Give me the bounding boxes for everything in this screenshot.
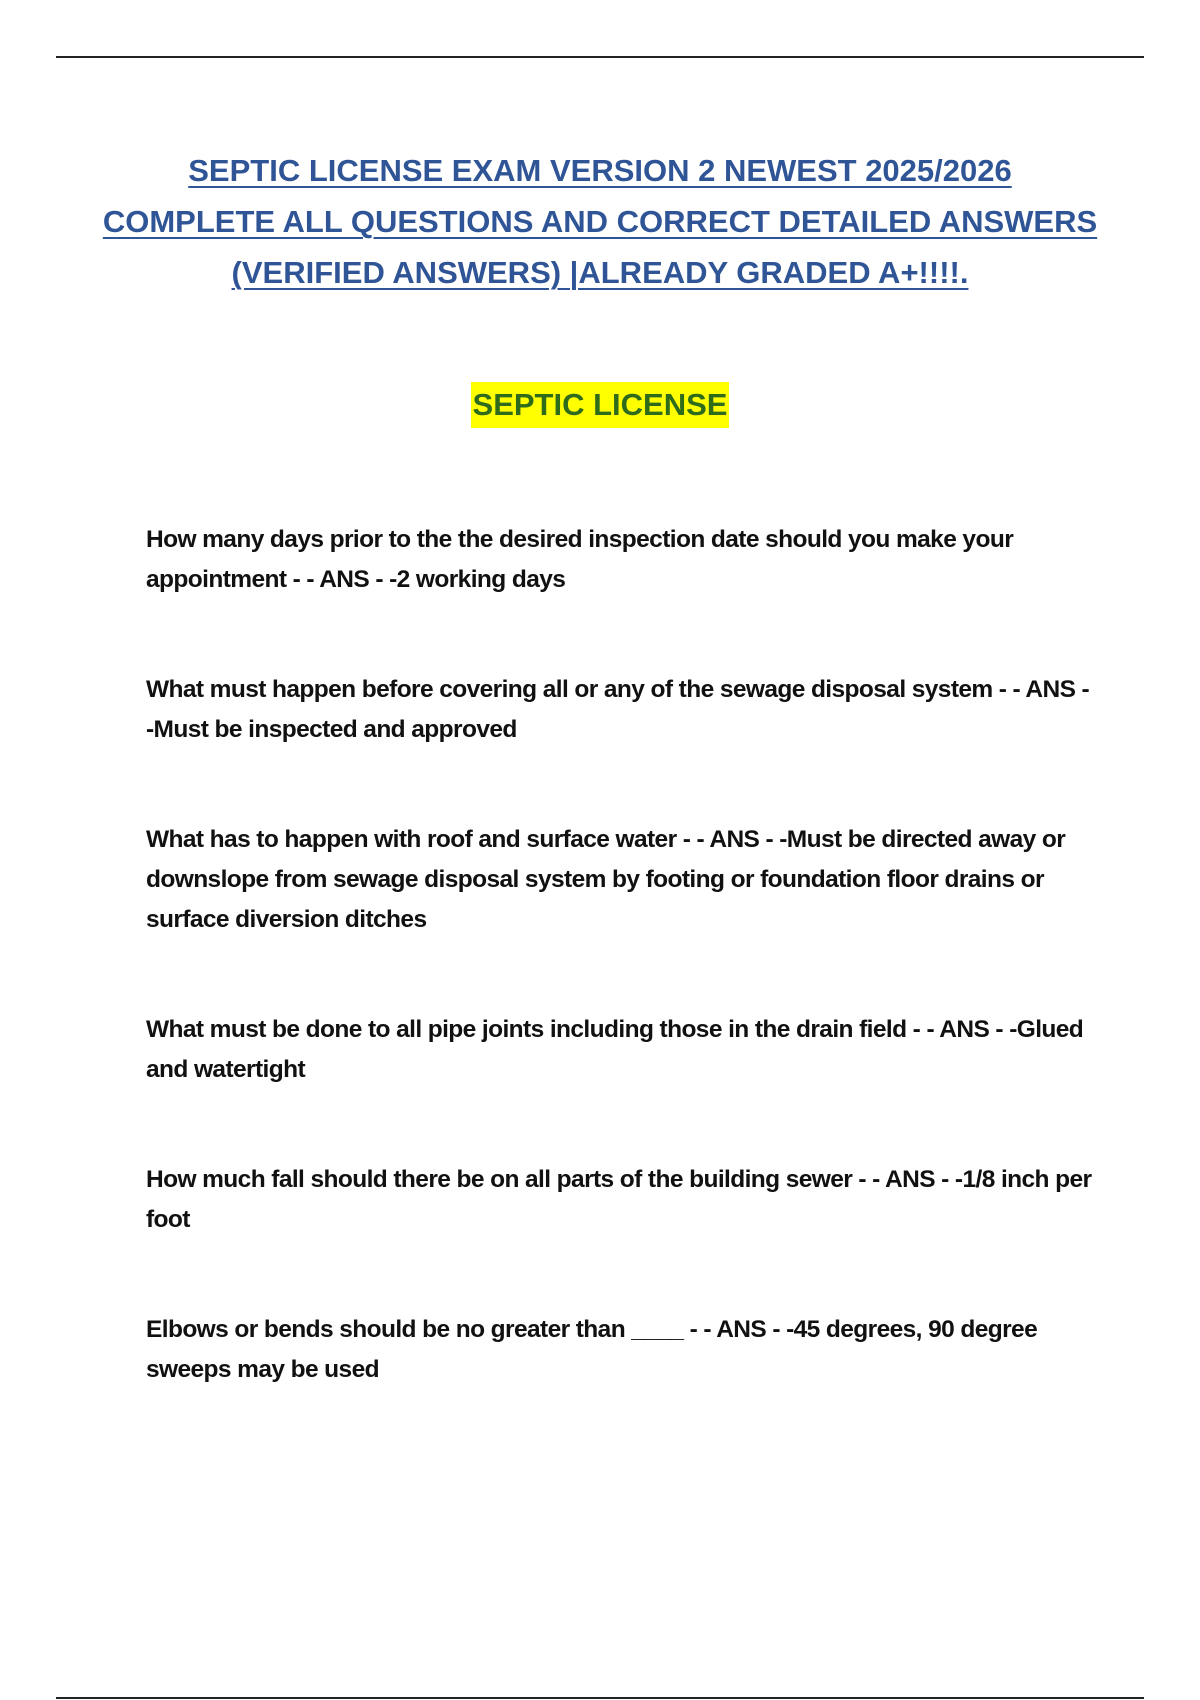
section-heading-text: SEPTIC LICENSE — [471, 382, 730, 428]
title-line-1 — [100, 145, 1100, 196]
qa-item-5: How much fall should there be on all parts of the building sewer - - ANS - -1/8 inch per foot — [146, 1166, 1092, 1233]
document-title — [100, 145, 1100, 298]
title-line-2-text: COMPLETE ALL QUESTIONS AND CORRECT DETAILED ANSWERS — [102, 204, 1098, 239]
title-line-1-text: SEPTIC LICENSE EXAM VERSION 2 NEWEST 2025/2026 — [188, 153, 1012, 188]
title-line-3 — [100, 247, 1100, 298]
title-line-2 — [100, 196, 1100, 247]
bottom-rule — [56, 1697, 1144, 1699]
qa-item-3: What has to happen with roof and surface water - - ANS - -Must be directed away or downslope from sewage disposal system by footing or foundation floor drains or surface diversion ditches — [146, 826, 1066, 933]
qa-item-2: What must happen before covering all or any of the sewage disposal system - - ANS - -Must be inspected and approved — [146, 676, 1090, 743]
qa-item-6: Elbows or bends should be no greater than ____ - - ANS - -45 degrees, 90 degree sweeps may be used — [146, 1316, 1038, 1383]
qa-item-4: What must be done to all pipe joints including those in the drain field - - ANS - -Glued and watertight — [146, 1016, 1084, 1083]
qa-item-1: How many days prior to the the desired inspection date should you make your appointment - - ANS - -2 working days — [146, 526, 1014, 593]
section-heading — [0, 382, 1200, 428]
title-line-3-text: (VERIFIED ANSWERS) |ALREADY GRADED A+!!!!. — [231, 255, 969, 290]
top-rule — [56, 56, 1144, 58]
